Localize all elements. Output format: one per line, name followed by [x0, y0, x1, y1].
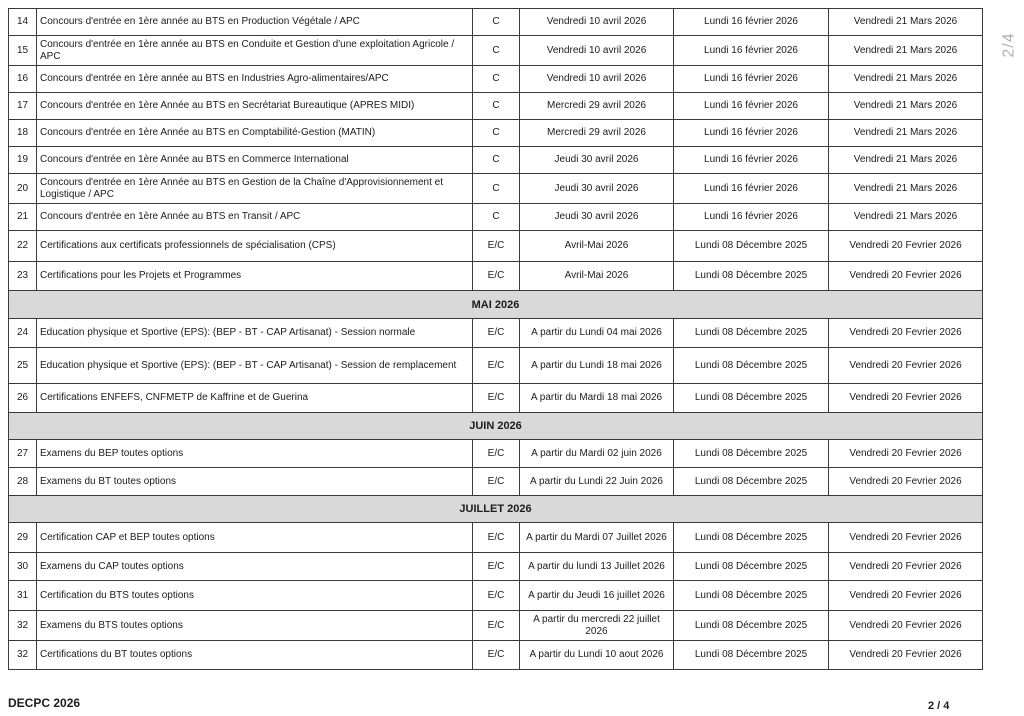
registration-end: Vendredi 20 Fevrier 2026	[829, 262, 983, 291]
row-number: 15	[9, 36, 37, 66]
exam-type-code: C	[473, 93, 520, 120]
registration-start: Lundi 08 Décembre 2025	[674, 440, 829, 468]
exam-name: Certifications pour les Projets et Programmes	[37, 262, 473, 291]
registration-start: Lundi 08 Décembre 2025	[674, 523, 829, 553]
row-number: 29	[9, 523, 37, 553]
table-row	[9, 440, 983, 468]
registration-start: Lundi 16 février 2026	[674, 147, 829, 174]
exam-type-code: C	[473, 147, 520, 174]
row-number: 30	[9, 553, 37, 581]
exam-type-code: E/C	[473, 231, 520, 262]
exam-type-code: E/C	[473, 553, 520, 581]
exam-name: Education physique et Sportive (EPS): (BEP - BT - CAP Artisanat) - Session de remplacement	[37, 348, 473, 384]
table-row	[9, 468, 983, 496]
row-number: 25	[9, 348, 37, 384]
exam-name: Education physique et Sportive (EPS): (BEP - BT - CAP Artisanat) - Session normale	[37, 319, 473, 348]
side-page-mark: 2/4	[1000, 32, 1018, 58]
table-row	[9, 348, 983, 384]
table-row	[9, 319, 983, 348]
exam-name: Certifications aux certificats professionnels de spécialisation (CPS)	[37, 231, 473, 262]
registration-end: Vendredi 20 Fevrier 2026	[829, 348, 983, 384]
exam-date: Jeudi 30 avril 2026	[520, 147, 674, 174]
exam-type-code: C	[473, 36, 520, 66]
exam-name: Concours d'entrée en 1ère Année au BTS en Transit / APC	[37, 204, 473, 231]
exam-type-code: E/C	[473, 262, 520, 291]
table-row	[9, 262, 983, 291]
table-row	[9, 581, 983, 611]
exam-date: Avril-Mai 2026	[520, 231, 674, 262]
table-row	[9, 553, 983, 581]
registration-start: Lundi 08 Décembre 2025	[674, 553, 829, 581]
exam-type-code: C	[473, 66, 520, 93]
row-number: 14	[9, 9, 37, 36]
registration-start: Lundi 16 février 2026	[674, 36, 829, 66]
exam-type-code: E/C	[473, 523, 520, 553]
registration-start: Lundi 16 février 2026	[674, 174, 829, 204]
registration-start: Lundi 16 février 2026	[674, 66, 829, 93]
exam-date: A partir du Mardi 07 Juillet 2026	[520, 523, 674, 553]
section-title: MAI 2026	[9, 291, 983, 319]
exam-date: Jeudi 30 avril 2026	[520, 174, 674, 204]
table-row	[9, 36, 983, 66]
exam-schedule-table	[8, 8, 983, 670]
row-number: 19	[9, 147, 37, 174]
registration-start: Lundi 16 février 2026	[674, 120, 829, 147]
registration-start: Lundi 08 Décembre 2025	[674, 231, 829, 262]
exam-name: Certifications du BT toutes options	[37, 641, 473, 670]
registration-end: Vendredi 21 Mars 2026	[829, 9, 983, 36]
exam-type-code: C	[473, 204, 520, 231]
exam-name: Examens du BEP toutes options	[37, 440, 473, 468]
exam-type-code: C	[473, 9, 520, 36]
exam-type-code: E/C	[473, 348, 520, 384]
exam-type-code: C	[473, 120, 520, 147]
row-number: 22	[9, 231, 37, 262]
exam-name: Concours d'entrée en 1ère Année au BTS en Comptabilité-Gestion (MATIN)	[37, 120, 473, 147]
section-title: JUILLET 2026	[9, 496, 983, 523]
exam-date: A partir du Mardi 02 juin 2026	[520, 440, 674, 468]
table-row	[9, 231, 983, 262]
table-row	[9, 384, 983, 413]
registration-start: Lundi 08 Décembre 2025	[674, 581, 829, 611]
exam-date: A partir du lundi 13 Juillet 2026	[520, 553, 674, 581]
exam-date: Mercredi 29 avril 2026	[520, 120, 674, 147]
row-number: 23	[9, 262, 37, 291]
row-number: 32	[9, 641, 37, 670]
registration-start: Lundi 16 février 2026	[674, 93, 829, 120]
table-row	[9, 120, 983, 147]
exam-date: A partir du mercredi 22 juillet 2026	[520, 611, 674, 641]
exam-date: A partir du Mardi 18 mai 2026	[520, 384, 674, 413]
registration-start: Lundi 08 Décembre 2025	[674, 319, 829, 348]
registration-end: Vendredi 20 Fevrier 2026	[829, 581, 983, 611]
section-header-row	[9, 496, 983, 523]
exam-name: Concours d'entrée en 1ère Année au BTS en Gestion de la Chaîne d'Approvisionnement et Logistique / APC	[37, 174, 473, 204]
exam-date: Vendredi 10 avril 2026	[520, 66, 674, 93]
exam-name: Examens du CAP toutes options	[37, 553, 473, 581]
footer-title: DECPC 2026	[8, 696, 81, 710]
registration-end: Vendredi 20 Fevrier 2026	[829, 553, 983, 581]
registration-end: Vendredi 20 Fevrier 2026	[829, 319, 983, 348]
registration-start: Lundi 08 Décembre 2025	[674, 262, 829, 291]
exam-date: A partir du Lundi 04 mai 2026	[520, 319, 674, 348]
exam-name: Certification CAP et BEP toutes options	[37, 523, 473, 553]
exam-name: Certifications ENFEFS, CNFMETP de Kaffrine et de Guerina	[37, 384, 473, 413]
registration-end: Vendredi 21 Mars 2026	[829, 174, 983, 204]
row-number: 31	[9, 581, 37, 611]
registration-end: Vendredi 20 Fevrier 2026	[829, 440, 983, 468]
exam-type-code: E/C	[473, 468, 520, 496]
registration-end: Vendredi 20 Fevrier 2026	[829, 523, 983, 553]
row-number: 21	[9, 204, 37, 231]
registration-start: Lundi 08 Décembre 2025	[674, 468, 829, 496]
row-number: 20	[9, 174, 37, 204]
registration-start: Lundi 08 Décembre 2025	[674, 348, 829, 384]
exam-date: Vendredi 10 avril 2026	[520, 9, 674, 36]
exam-type-code: E/C	[473, 319, 520, 348]
table-row	[9, 641, 983, 670]
table-row	[9, 66, 983, 93]
registration-end: Vendredi 20 Fevrier 2026	[829, 384, 983, 413]
exam-date: Vendredi 10 avril 2026	[520, 36, 674, 66]
exam-type-code: E/C	[473, 440, 520, 468]
registration-end: Vendredi 20 Fevrier 2026	[829, 231, 983, 262]
row-number: 17	[9, 93, 37, 120]
section-header-row	[9, 291, 983, 319]
registration-start: Lundi 08 Décembre 2025	[674, 611, 829, 641]
exam-name: Concours d'entrée en 1ère année au BTS en Conduite et Gestion d'une exploitation Agricole / APC	[37, 36, 473, 66]
registration-start: Lundi 08 Décembre 2025	[674, 641, 829, 670]
table-row	[9, 174, 983, 204]
table-row	[9, 9, 983, 36]
row-number: 28	[9, 468, 37, 496]
exam-name: Concours d'entrée en 1ère Année au BTS en Secrétariat Bureautique (APRES MIDI)	[37, 93, 473, 120]
registration-end: Vendredi 21 Mars 2026	[829, 204, 983, 231]
table-row	[9, 523, 983, 553]
registration-start: Lundi 16 février 2026	[674, 204, 829, 231]
registration-end: Vendredi 20 Fevrier 2026	[829, 641, 983, 670]
exam-date: A partir du Jeudi 16 juillet 2026	[520, 581, 674, 611]
row-number: 16	[9, 66, 37, 93]
row-number: 32	[9, 611, 37, 641]
exam-date: Mercredi 29 avril 2026	[520, 93, 674, 120]
registration-end: Vendredi 20 Fevrier 2026	[829, 611, 983, 641]
registration-start: Lundi 16 février 2026	[674, 9, 829, 36]
table-row	[9, 147, 983, 174]
exam-type-code: C	[473, 174, 520, 204]
exam-type-code: E/C	[473, 611, 520, 641]
exam-name: Concours d'entrée en 1ère Année au BTS en Commerce International	[37, 147, 473, 174]
exam-date: Avril-Mai 2026	[520, 262, 674, 291]
section-title: JUIN 2026	[9, 413, 983, 440]
exam-name: Concours d'entrée en 1ère année au BTS en Production Végétale / APC	[37, 9, 473, 36]
row-number: 24	[9, 319, 37, 348]
exam-type-code: E/C	[473, 384, 520, 413]
exam-date: Jeudi 30 avril 2026	[520, 204, 674, 231]
exam-name: Concours d'entrée en 1ère année au BTS en Industries Agro-alimentaires/APC	[37, 66, 473, 93]
exam-date: A partir du Lundi 18 mai 2026	[520, 348, 674, 384]
registration-end: Vendredi 20 Fevrier 2026	[829, 468, 983, 496]
footer-page-number: 2 / 4	[928, 700, 950, 712]
registration-start: Lundi 08 Décembre 2025	[674, 384, 829, 413]
exam-type-code: E/C	[473, 641, 520, 670]
row-number: 27	[9, 440, 37, 468]
table-row	[9, 93, 983, 120]
registration-end: Vendredi 21 Mars 2026	[829, 120, 983, 147]
exam-date: A partir du Lundi 22 Juin 2026	[520, 468, 674, 496]
registration-end: Vendredi 21 Mars 2026	[829, 36, 983, 66]
table-row	[9, 204, 983, 231]
registration-end: Vendredi 21 Mars 2026	[829, 66, 983, 93]
exam-date: A partir du Lundi 10 aout 2026	[520, 641, 674, 670]
row-number: 18	[9, 120, 37, 147]
row-number: 26	[9, 384, 37, 413]
exam-name: Examens du BTS toutes options	[37, 611, 473, 641]
exam-name: Certification du BTS toutes options	[37, 581, 473, 611]
registration-end: Vendredi 21 Mars 2026	[829, 147, 983, 174]
exam-name: Examens du BT toutes options	[37, 468, 473, 496]
registration-end: Vendredi 21 Mars 2026	[829, 93, 983, 120]
section-header-row	[9, 413, 983, 440]
exam-type-code: E/C	[473, 581, 520, 611]
table-row	[9, 611, 983, 641]
